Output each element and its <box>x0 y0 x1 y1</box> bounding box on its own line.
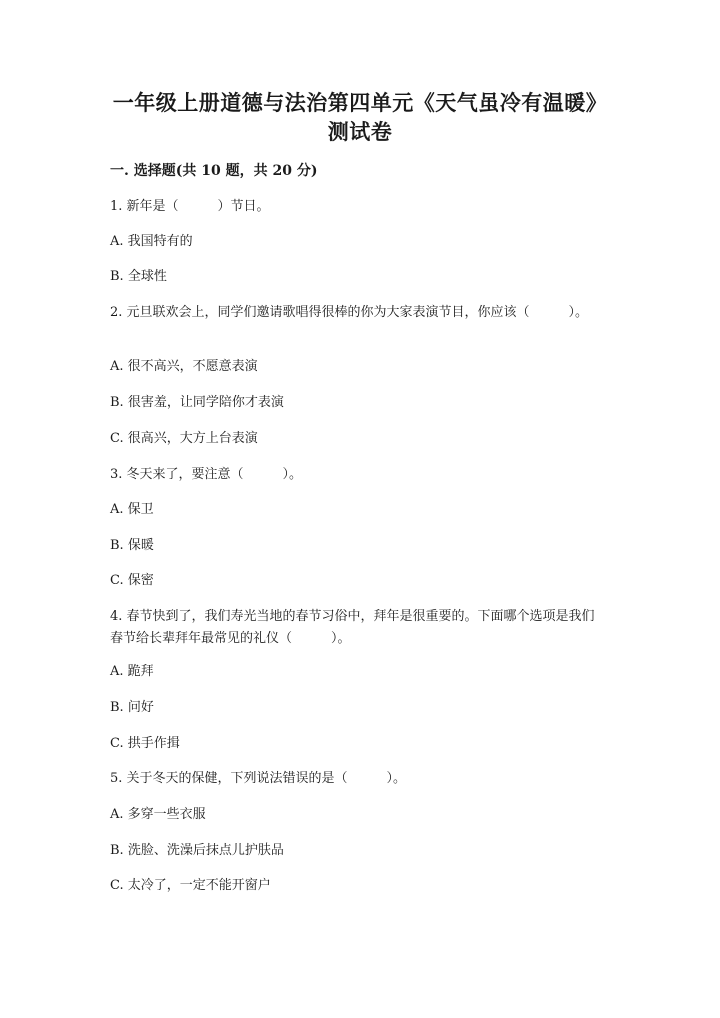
question-2-option-b: B. 很害羞，让同学陪你才表演 <box>110 395 284 410</box>
question-5-option-c: C. 太冷了，一定不能开窗户 <box>110 878 271 893</box>
section-heading: 一. 选择题(共 10 题，共 20 分) <box>110 163 318 179</box>
question-4-stem: 4. 春节快到了，我们寿光当地的春节习俗中，拜年是很重要的。下面哪个选项是我们春节给长辈拜年最常见的礼仪（ ）。 <box>110 609 595 646</box>
question-4-option-b: B. 问好 <box>110 700 154 715</box>
question-3-option-c: C. 保密 <box>110 573 154 588</box>
question-5-option-a: A. 多穿一些衣服 <box>110 807 206 822</box>
question-3-option-b: B. 保暖 <box>110 538 154 553</box>
question-5-option-b: B. 洗脸、洗澡后抹点儿护肤品 <box>110 843 284 858</box>
question-2-option-c: C. 很高兴，大方上台表演 <box>110 431 258 446</box>
question-3-option-a: A. 保卫 <box>110 502 154 517</box>
question-5-stem: 5. 关于冬天的保健，下列说法错误的是（ ）。 <box>110 771 407 786</box>
question-3-stem: 3. 冬天来了，要注意（ ）。 <box>110 467 303 482</box>
question-1-option-a: A. 我国特有的 <box>110 234 193 249</box>
question-4-option-a: A. 跪拜 <box>110 664 154 679</box>
document-title: 一年级上册道德与法治第四单元《天气虽冷有温暖》测试卷 <box>112 90 608 144</box>
question-2-stem: 2. 元旦联欢会上，同学们邀请歌唱得很棒的你为大家表演节目，你应该（ ）。 <box>110 305 589 320</box>
question-2-option-a: A. 很不高兴，不愿意表演 <box>110 359 258 374</box>
question-1-option-b: B. 全球性 <box>110 269 167 284</box>
question-4-option-c: C. 拱手作揖 <box>110 736 180 751</box>
question-1-stem: 1. 新年是（ ）节日。 <box>110 199 270 214</box>
